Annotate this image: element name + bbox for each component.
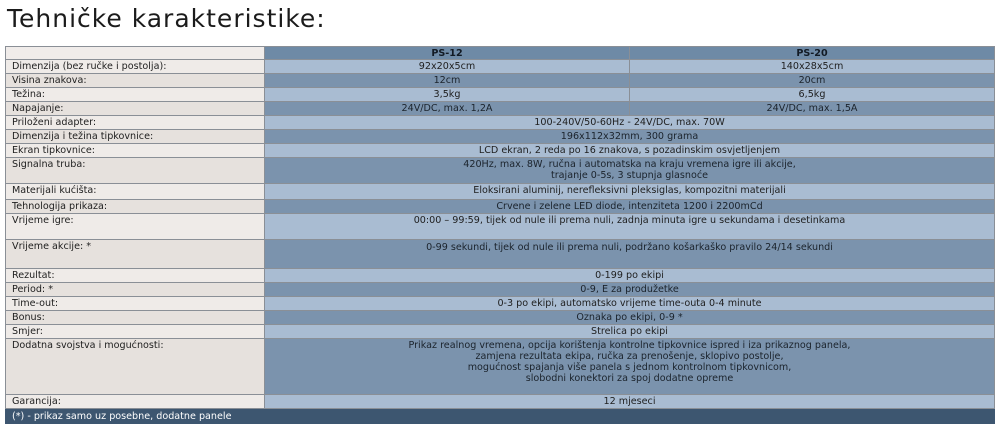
row-value-ps12: 92x20x5cm [265, 60, 630, 74]
column-header-ps20: PS-20 [630, 47, 995, 60]
table-row [6, 200, 995, 214]
table-row [6, 269, 995, 283]
row-label: Period: * [6, 283, 265, 297]
row-value: 420Hz, max. 8W, ručna i automatska na kraju vremena igre ili akcije, trajanje 0-5s, 3 stupnja glasnoće [265, 158, 995, 184]
row-value: 100-240V/50-60Hz - 24V/DC, max. 70W [265, 116, 995, 130]
row-label: Vrijeme akcije: * [6, 240, 265, 269]
row-value: 0-3 po ekipi, automatsko vrijeme time-outa 0-4 minute [265, 297, 995, 311]
table-row [6, 325, 995, 339]
row-value: LCD ekran, 2 reda po 16 znakova, s pozadinskim osvjetljenjem [265, 144, 995, 158]
row-label: Signalna truba: [6, 158, 265, 184]
table-row [6, 144, 995, 158]
row-value-ps12: 3,5kg [265, 88, 630, 102]
row-label: Ekran tipkovnice: [6, 144, 265, 158]
table-row [6, 60, 995, 74]
row-label: Dimenzija (bez ručke i postolja): [6, 60, 265, 74]
row-value: 0-99 sekundi, tijek od nule ili prema nuli, podržano košarkaško pravilo 24/14 sekundi [265, 240, 995, 269]
row-value-ps12: 12cm [265, 74, 630, 88]
row-label: Time-out: [6, 297, 265, 311]
table-row [6, 158, 995, 184]
row-value: 12 mjeseci [265, 395, 995, 409]
table-row [6, 74, 995, 88]
row-label: Priloženi adapter: [6, 116, 265, 130]
table-row [6, 240, 995, 269]
row-label: Vrijeme igre: [6, 214, 265, 240]
table-row [6, 116, 995, 130]
footnote-row [6, 409, 995, 424]
row-label: Tehnologija prikaza: [6, 200, 265, 214]
row-value-ps20: 6,5kg [630, 88, 995, 102]
table-row [6, 102, 995, 116]
row-value: Prikaz realnog vremena, opcija korištenja kontrolne tipkovnice ispred i iza prikaznog panela, zamjena rezultata ekipa, ručka za prenošenje, sklopivo postolje, mogućnost spajanja više panela s jednom kontrolnom tipkovnicom, slobodni konektori za spoj dodatne opreme [265, 339, 995, 395]
spec-table [5, 46, 995, 424]
row-value: Crvene i zelene LED diode, intenziteta 1200 i 2200mCd [265, 200, 995, 214]
column-header-ps12: PS-12 [265, 47, 630, 60]
page-title: Tehničke karakteristike: [7, 4, 326, 33]
row-label: Visina znakova: [6, 74, 265, 88]
row-label: Smjer: [6, 325, 265, 339]
row-value: 0-199 po ekipi [265, 269, 995, 283]
row-value-ps20: 24V/DC, max. 1,5A [630, 102, 995, 116]
row-value: 196x112x32mm, 300 grama [265, 130, 995, 144]
row-label: Dodatna svojstva i mogućnosti: [6, 339, 265, 395]
header-empty-cell [6, 47, 265, 60]
row-label: Dimenzija i težina tipkovnice: [6, 130, 265, 144]
table-row [6, 339, 995, 395]
table-row [6, 88, 995, 102]
row-value: 0-9, E za produžetke [265, 283, 995, 297]
row-label: Napajanje: [6, 102, 265, 116]
table-row [6, 395, 995, 409]
table-row [6, 184, 995, 200]
row-label: Težina: [6, 88, 265, 102]
row-value: Oznaka po ekipi, 0-9 * [265, 311, 995, 325]
table-row [6, 214, 995, 240]
row-label: Rezultat: [6, 269, 265, 283]
row-value: Strelica po ekipi [265, 325, 995, 339]
footnote: (*) - prikaz samo uz posebne, dodatne panele [6, 409, 995, 424]
table-header-row [6, 47, 995, 60]
table-row [6, 297, 995, 311]
row-label: Garancija: [6, 395, 265, 409]
row-value-ps12: 24V/DC, max. 1,2A [265, 102, 630, 116]
row-value: 00:00 – 99:59, tijek od nule ili prema nuli, zadnja minuta igre u sekundama i desetinkama [265, 214, 995, 240]
table-row [6, 311, 995, 325]
row-label: Bonus: [6, 311, 265, 325]
table-row [6, 130, 995, 144]
row-value: Eloksirani aluminij, nerefleksivni pleksiglas, kompozitni materijali [265, 184, 995, 200]
row-value-ps20: 140x28x5cm [630, 60, 995, 74]
table-row [6, 283, 995, 297]
row-label: Materijali kućišta: [6, 184, 265, 200]
row-value-ps20: 20cm [630, 74, 995, 88]
